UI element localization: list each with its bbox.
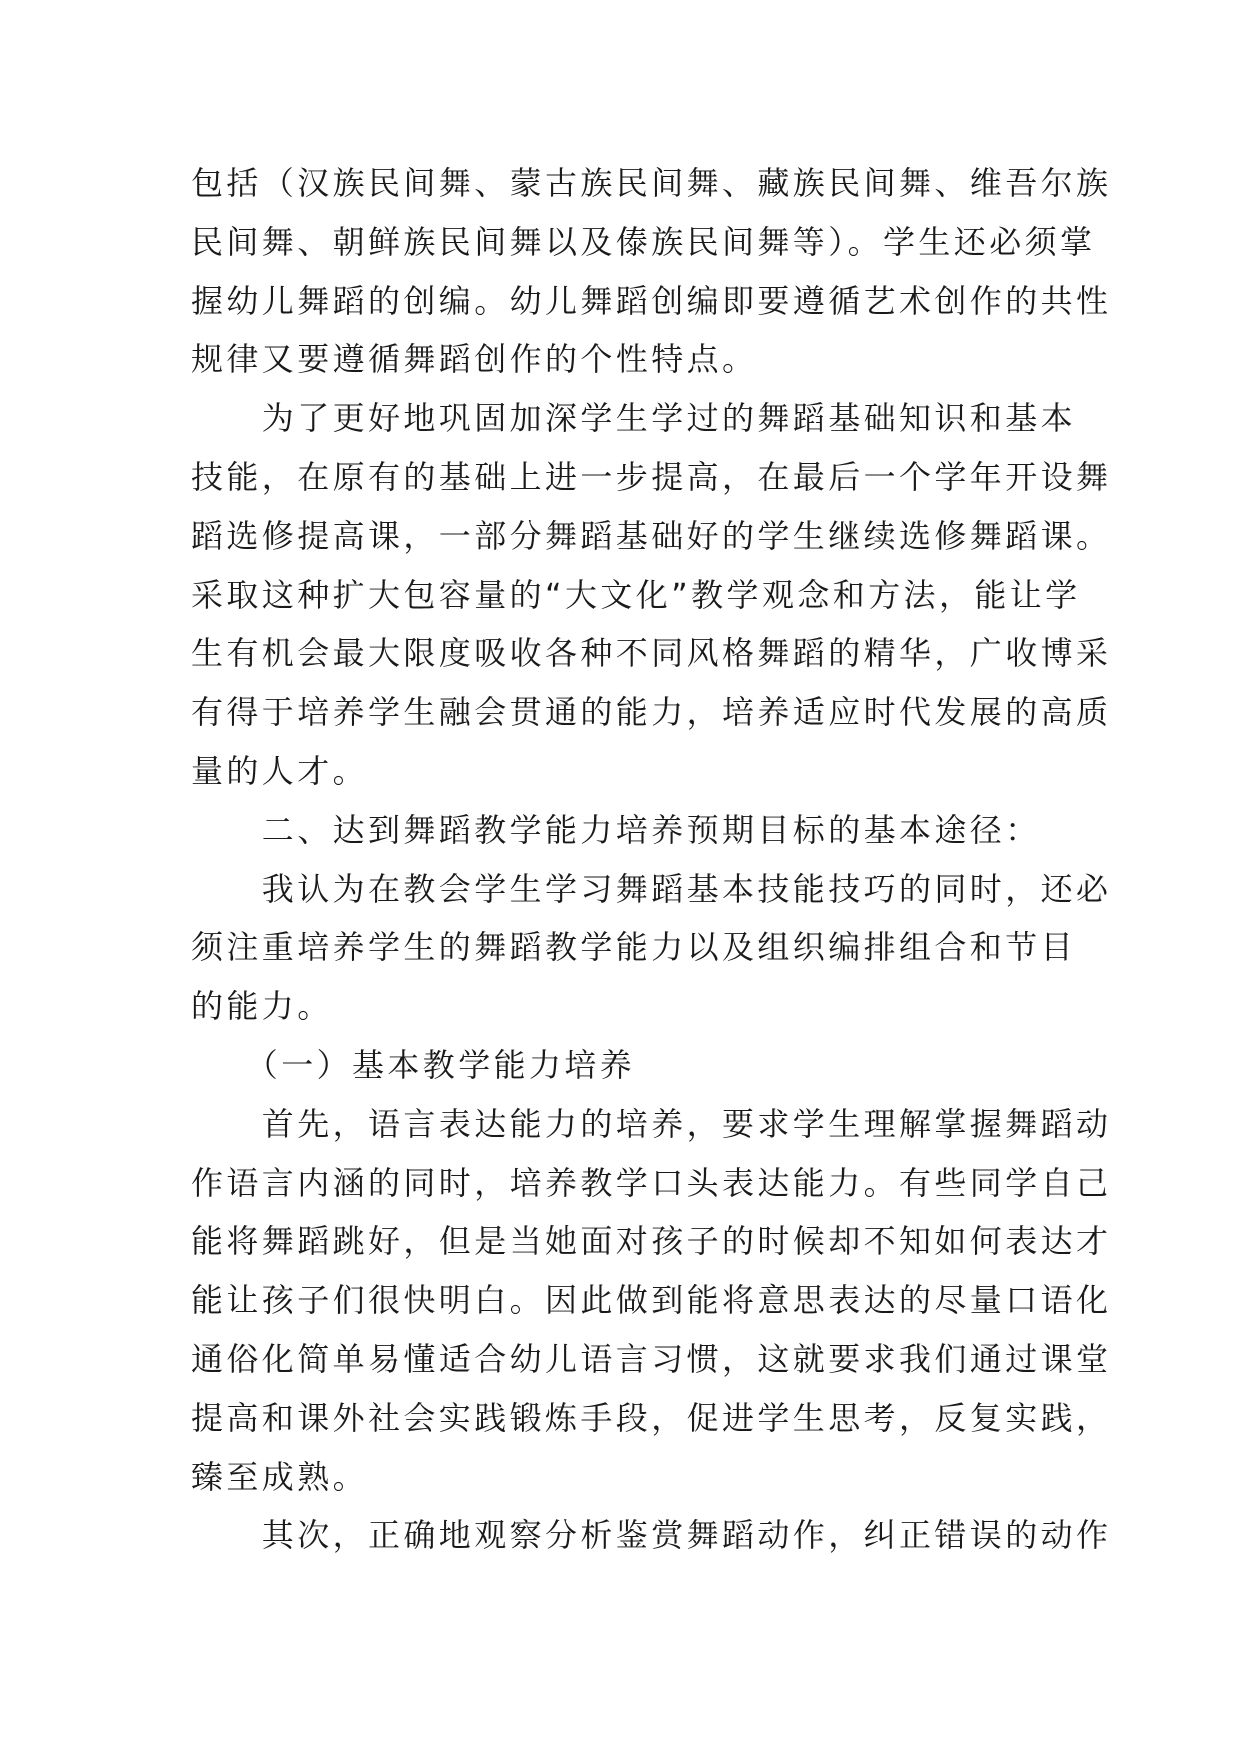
text-line: 能让孩子们很快明白。因此做到能将意思表达的尽量口语化 xyxy=(191,1281,1112,1320)
text-line: 首先，语言表达能力的培养，要求学生理解掌握舞蹈动 xyxy=(191,1104,1112,1143)
section-heading: 二、达到舞蹈教学能力培养预期目标的基本途径： xyxy=(191,810,1041,849)
text-line: 蹈选修提高课，一部分舞蹈基础好的学生继续选修舞蹈课。 xyxy=(191,516,1112,555)
subsection-heading: （一）基本教学能力培养 xyxy=(191,1045,636,1084)
text-line: 我认为在教会学生学习舞蹈基本技能技巧的同时，还必 xyxy=(191,869,1112,908)
text-line: 作语言内涵的同时，培养教学口头表达能力。有些同学自己 xyxy=(191,1163,1112,1202)
body-text xyxy=(191,154,1112,1565)
text-line: 通俗化简单易懂适合幼儿语言习惯，这就要求我们通过课堂 xyxy=(191,1339,1112,1378)
text-line: 提高和课外社会实践锻炼手段，促进学生思考，反复实践， xyxy=(191,1398,1112,1437)
text-line: 的能力。 xyxy=(191,987,333,1026)
text-line: 为了更好地巩固加深学生学过的舞蹈基础知识和基本 xyxy=(191,399,1077,438)
text-line: 其次，正确地观察分析鉴赏舞蹈动作，纠正错误的动作 xyxy=(191,1516,1112,1555)
text-line: 能将舞蹈跳好，但是当她面对孩子的时候却不知如何表达才 xyxy=(191,1222,1112,1261)
text-line: 握幼儿舞蹈的创编。幼儿舞蹈创编即要遵循艺术创作的共性 xyxy=(191,281,1112,320)
text-line: 规律又要遵循舞蹈创作的个性特点。 xyxy=(191,340,758,379)
text-line: 须注重培养学生的舞蹈教学能力以及组织编排组合和节目 xyxy=(191,928,1077,967)
text-line: 有得于培养学生融会贯通的能力，培养适应时代发展的高质 xyxy=(191,693,1112,732)
text-line: 生有机会最大限度吸收各种不同风格舞蹈的精华，广收博采 xyxy=(191,634,1112,673)
text-line: 包括（汉族民间舞、蒙古族民间舞、藏族民间舞、维吾尔族 xyxy=(191,164,1112,202)
text-line: 量的人才。 xyxy=(191,751,369,790)
text-line: 臻至成熟。 xyxy=(191,1457,369,1496)
text-line: 民间舞、朝鲜族民间舞以及傣族民间舞等）。学生还必须掌 xyxy=(191,222,1096,261)
text-line: 采取这种扩大包容量的“大文化”教学观念和方法，能让学 xyxy=(191,575,1081,614)
text-line: 技能，在原有的基础上进一步提高，在最后一个学年开设舞 xyxy=(191,457,1112,496)
